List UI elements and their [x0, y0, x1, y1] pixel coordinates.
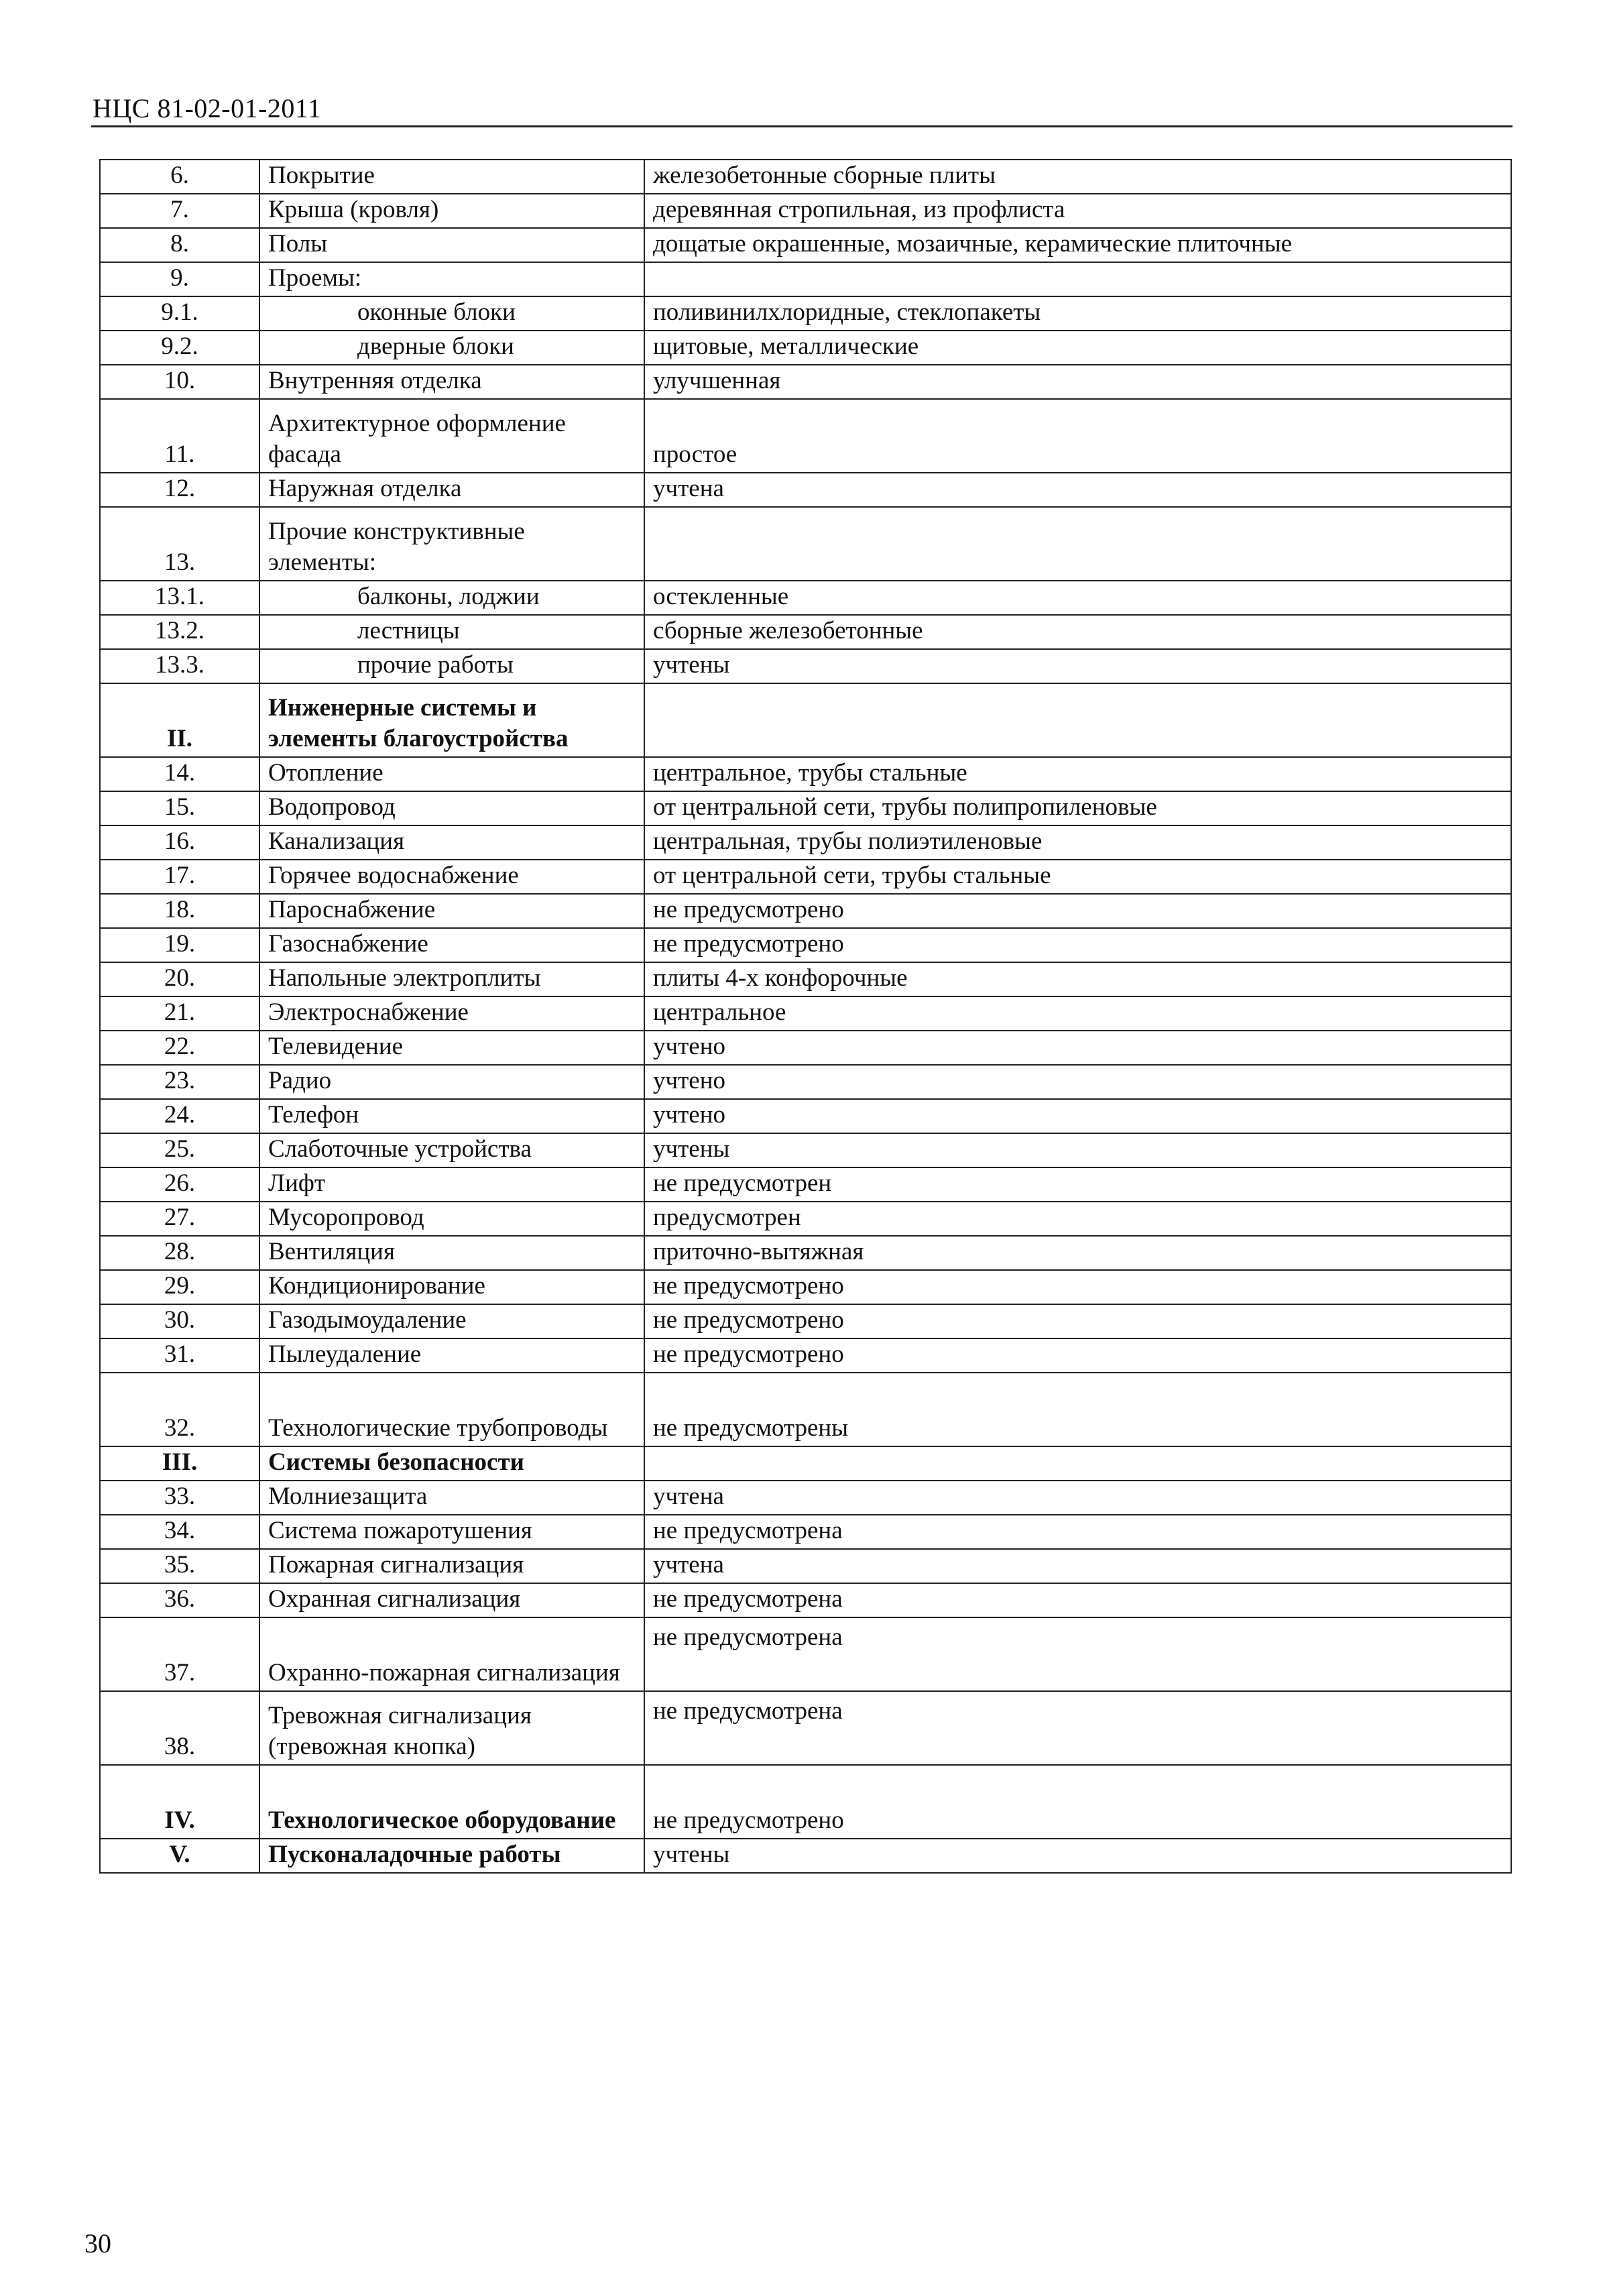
- row-value: центральное, трубы стальные: [644, 757, 1511, 791]
- row-number: 34.: [100, 1515, 259, 1549]
- row-value: [644, 683, 1511, 757]
- table-row: [100, 1065, 1511, 1099]
- row-name: Проемы:: [259, 262, 644, 296]
- table-row: [100, 757, 1511, 791]
- row-name: Полы: [259, 228, 644, 262]
- section-number: IV.: [100, 1765, 259, 1839]
- row-name: Тревожная сигнализация (тревожная кнопка): [259, 1691, 644, 1765]
- table-row: [100, 1270, 1511, 1304]
- row-value: не предусмотрен: [644, 1167, 1511, 1202]
- row-value: железобетонные сборные плиты: [644, 160, 1511, 194]
- row-value: плиты 4-х конфорочные: [644, 962, 1511, 996]
- table-row: [100, 1167, 1511, 1202]
- row-number: 25.: [100, 1133, 259, 1167]
- row-value: дощатые окрашенные, мозаичные, керамические плиточные: [644, 228, 1511, 262]
- row-value: [644, 507, 1511, 581]
- section-title: Системы безопасности: [259, 1446, 644, 1481]
- page-number: 30: [84, 2228, 111, 2258]
- table-row: [100, 1373, 1511, 1446]
- row-value: не предусмотрена: [644, 1691, 1511, 1765]
- table-row: [100, 1481, 1511, 1515]
- row-number: 32.: [100, 1373, 259, 1446]
- row-value: центральное: [644, 996, 1511, 1031]
- table-row: [100, 791, 1511, 825]
- row-number: 13.3.: [100, 649, 259, 683]
- row-name: Слаботочные устройства: [259, 1133, 644, 1167]
- row-number: 29.: [100, 1270, 259, 1304]
- row-value: предусмотрен: [644, 1202, 1511, 1236]
- table-row: [100, 581, 1511, 615]
- row-number: 9.: [100, 262, 259, 296]
- table-row: [100, 1338, 1511, 1373]
- row-number: 13.: [100, 507, 259, 581]
- row-name: Пылеудаление: [259, 1338, 644, 1373]
- row-number: 8.: [100, 228, 259, 262]
- row-value: не предусмотрено: [644, 1765, 1511, 1839]
- row-name: Внутренняя отделка: [259, 365, 644, 399]
- row-number: 16.: [100, 825, 259, 860]
- row-number: 10.: [100, 365, 259, 399]
- row-number: 9.1.: [100, 296, 259, 331]
- row-name: лестницы: [259, 615, 644, 649]
- row-number: 27.: [100, 1202, 259, 1236]
- table-row: [100, 1515, 1511, 1549]
- row-number: 31.: [100, 1338, 259, 1373]
- table-section-row: [100, 1765, 1511, 1839]
- row-value: не предусмотрено: [644, 1338, 1511, 1373]
- row-value: учтено: [644, 1065, 1511, 1099]
- row-number: 35.: [100, 1549, 259, 1583]
- row-number: 15.: [100, 791, 259, 825]
- table-row: [100, 1304, 1511, 1338]
- row-value: центральная, трубы полиэтиленовые: [644, 825, 1511, 860]
- row-name: Технологические трубопроводы: [259, 1373, 644, 1446]
- row-value: приточно-вытяжная: [644, 1236, 1511, 1270]
- row-value: учтена: [644, 1481, 1511, 1515]
- row-value: не предусмотрена: [644, 1583, 1511, 1617]
- table-section-row: [100, 683, 1511, 757]
- table-row: [100, 1617, 1511, 1691]
- row-value: не предусмотрена: [644, 1617, 1511, 1691]
- row-name: балконы, лоджии: [259, 581, 644, 615]
- row-number: 18.: [100, 894, 259, 928]
- table-row: [100, 194, 1511, 228]
- section-number: V.: [100, 1839, 259, 1873]
- row-name: Канализация: [259, 825, 644, 860]
- row-value: улучшенная: [644, 365, 1511, 399]
- row-name: Газодымоудаление: [259, 1304, 644, 1338]
- row-name: Напольные электроплиты: [259, 962, 644, 996]
- row-name: Лифт: [259, 1167, 644, 1202]
- row-number: 21.: [100, 996, 259, 1031]
- row-number: 19.: [100, 928, 259, 962]
- specification-table: [99, 159, 1512, 1874]
- row-name: Архитектурное оформление фасада: [259, 399, 644, 473]
- table-row: [100, 1202, 1511, 1236]
- section-title: Технологическое оборудование: [259, 1765, 644, 1839]
- section-number: III.: [100, 1446, 259, 1481]
- header-rule: [91, 125, 1513, 127]
- row-name: оконные блоки: [259, 296, 644, 331]
- row-number: 12.: [100, 473, 259, 507]
- row-value: [644, 1446, 1511, 1481]
- row-value: сборные железобетонные: [644, 615, 1511, 649]
- row-value: учтена: [644, 1549, 1511, 1583]
- row-name: Охранная сигнализация: [259, 1583, 644, 1617]
- row-name: Крыша (кровля): [259, 194, 644, 228]
- table-row: [100, 928, 1511, 962]
- section-title: Инженерные системы и элементы благоустройства: [259, 683, 644, 757]
- row-number: 23.: [100, 1065, 259, 1099]
- row-name: Покрытие: [259, 160, 644, 194]
- row-number: 7.: [100, 194, 259, 228]
- table-row: [100, 228, 1511, 262]
- row-number: 36.: [100, 1583, 259, 1617]
- document-code-header: НЦС 81-02-01-2011: [93, 93, 322, 123]
- row-name: Пожарная сигнализация: [259, 1549, 644, 1583]
- table-row: [100, 615, 1511, 649]
- row-name: Горячее водоснабжение: [259, 860, 644, 894]
- row-number: 11.: [100, 399, 259, 473]
- row-value: не предусмотрено: [644, 1270, 1511, 1304]
- row-value: не предусмотрено: [644, 894, 1511, 928]
- row-number: 9.2.: [100, 331, 259, 365]
- row-value: [644, 262, 1511, 296]
- table-row: [100, 1099, 1511, 1133]
- table-row: [100, 996, 1511, 1031]
- row-name: Молниезащита: [259, 1481, 644, 1515]
- row-value: учтено: [644, 1099, 1511, 1133]
- row-number: 20.: [100, 962, 259, 996]
- table-row: [100, 507, 1511, 581]
- table-row: [100, 160, 1511, 194]
- table-row: [100, 1549, 1511, 1583]
- table-row: [100, 473, 1511, 507]
- table-row: [100, 1691, 1511, 1765]
- row-value: учтены: [644, 1133, 1511, 1167]
- table-row: [100, 825, 1511, 860]
- table-row: [100, 296, 1511, 331]
- row-name: прочие работы: [259, 649, 644, 683]
- row-name: Телевидение: [259, 1031, 644, 1065]
- row-value: простое: [644, 399, 1511, 473]
- row-value: щитовые, металлические: [644, 331, 1511, 365]
- row-name: Кондиционирование: [259, 1270, 644, 1304]
- row-value: не предусмотрено: [644, 1304, 1511, 1338]
- row-number: 28.: [100, 1236, 259, 1270]
- row-name: Радио: [259, 1065, 644, 1099]
- row-name: Отопление: [259, 757, 644, 791]
- row-value: поливинилхлоридные, стеклопакеты: [644, 296, 1511, 331]
- row-number: 38.: [100, 1691, 259, 1765]
- row-number: 30.: [100, 1304, 259, 1338]
- table-row: [100, 1236, 1511, 1270]
- table-row: [100, 399, 1511, 473]
- row-number: 6.: [100, 160, 259, 194]
- row-name: Вентиляция: [259, 1236, 644, 1270]
- row-name: Газоснабжение: [259, 928, 644, 962]
- row-value: учтена: [644, 473, 1511, 507]
- row-name: Мусоропровод: [259, 1202, 644, 1236]
- row-name: дверные блоки: [259, 331, 644, 365]
- table-section-row: [100, 1446, 1511, 1481]
- row-number: 13.1.: [100, 581, 259, 615]
- row-name: Пароснабжение: [259, 894, 644, 928]
- row-value: от центральной сети, трубы полипропиленовые: [644, 791, 1511, 825]
- section-number: II.: [100, 683, 259, 757]
- row-number: 37.: [100, 1617, 259, 1691]
- row-number: 17.: [100, 860, 259, 894]
- row-number: 13.2.: [100, 615, 259, 649]
- row-number: 14.: [100, 757, 259, 791]
- row-name: Электроснабжение: [259, 996, 644, 1031]
- table-row: [100, 365, 1511, 399]
- table-row: [100, 1583, 1511, 1617]
- table-row: [100, 962, 1511, 996]
- row-name: Система пожаротушения: [259, 1515, 644, 1549]
- table-row: [100, 1031, 1511, 1065]
- table-row: [100, 262, 1511, 296]
- row-value: не предусмотрено: [644, 928, 1511, 962]
- row-name: Телефон: [259, 1099, 644, 1133]
- table-row: [100, 894, 1511, 928]
- row-value: деревянная стропильная, из профлиста: [644, 194, 1511, 228]
- section-title: Пусконаладочные работы: [259, 1839, 644, 1873]
- row-value: учтены: [644, 1839, 1511, 1873]
- table-row: [100, 649, 1511, 683]
- row-number: 26.: [100, 1167, 259, 1202]
- row-name: Наружная отделка: [259, 473, 644, 507]
- row-number: 22.: [100, 1031, 259, 1065]
- row-number: 33.: [100, 1481, 259, 1515]
- row-value: учтены: [644, 649, 1511, 683]
- row-name: Водопровод: [259, 791, 644, 825]
- table-row: [100, 860, 1511, 894]
- row-name: Прочие конструктивные элементы:: [259, 507, 644, 581]
- row-value: остекленные: [644, 581, 1511, 615]
- table-row: [100, 1133, 1511, 1167]
- table-row: [100, 331, 1511, 365]
- row-value: не предусмотрены: [644, 1373, 1511, 1446]
- table-section-row: [100, 1839, 1511, 1873]
- row-value: учтено: [644, 1031, 1511, 1065]
- row-value: не предусмотрена: [644, 1515, 1511, 1549]
- row-value: от центральной сети, трубы стальные: [644, 860, 1511, 894]
- row-number: 24.: [100, 1099, 259, 1133]
- row-name: Охранно-пожарная сигнализация: [259, 1617, 644, 1691]
